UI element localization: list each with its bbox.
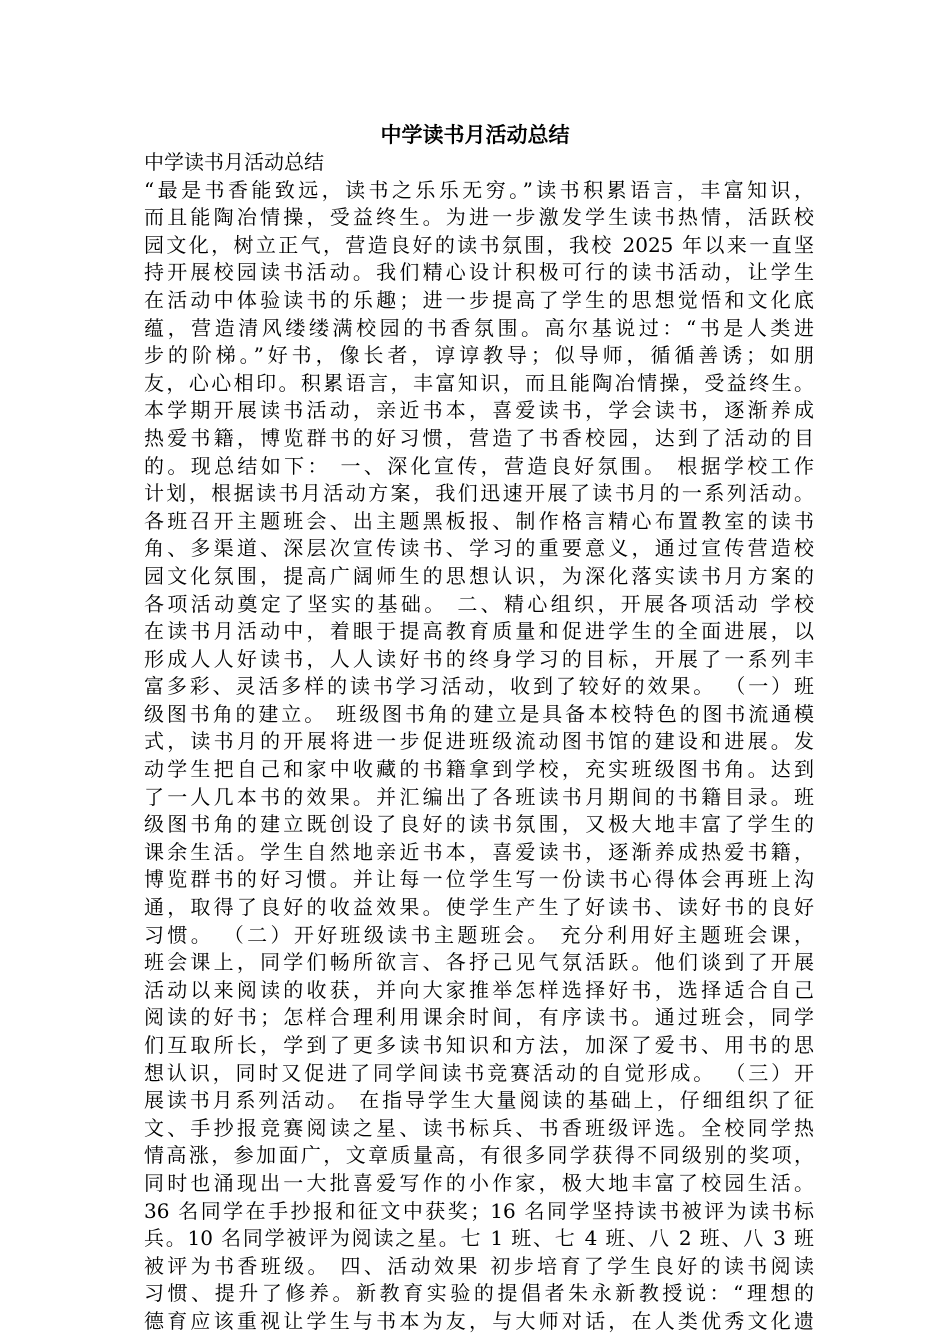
body-line: 各项活动奠定了坚实的基础。 二、精心组织，开展各项活动 学校 [144,591,814,616]
body-line: 活动以来阅读的收获，并向大家推举怎样选择好书，选择适合自己 [144,977,814,1002]
body-line: 文、手抄报竞赛阅读之星、读书标兵、书香班级评选。全校同学热 [144,1115,814,1140]
body-line: 兵。10 名同学被评为阅读之星。七 1 班、七 4 班、八 2 班、八 3 班 [144,1226,814,1251]
body-line: 被评为书香班级。 四、活动效果 初步培育了学生良好的读书阅读 [144,1253,814,1278]
body-line: 蕴，营造清风缕缕满校园的书香氛围。高尔基说过：“书是人类进 [144,315,814,340]
body-line: 角、多渠道、深层次宣传读书、学习的重要意义，通过宣传营造校 [144,536,814,561]
body-line: 们互取所长，学到了更多读书知识和方法，加深了爱书、用书的思 [144,1033,814,1057]
body-line: 园文化，树立正气，营造良好的读书氛围，我校 2025 年以来一直坚 [144,232,814,257]
body-line: 持开展校园读书活动。我们精心设计积极可行的读书活动，让学生 [144,260,814,285]
body-line: 了一人几本书的效果。并汇编出了各班读书月期间的书籍目录。班 [144,784,814,809]
document-title: 中学读书月活动总结 [380,123,570,147]
body-line: 步的阶梯。”好书，像长者，谆谆教导；似导师，循循善诱；如朋 [144,343,814,368]
body-line: 36 名同学在手抄报和征文中获奖；16 名同学坚持读书被评为读书标 [144,1198,814,1223]
body-line: 博览群书的好习惯。并让每一位学生写一份读书心得体会再班上沟 [144,867,814,892]
body-line: 的。现总结如下： 一、深化宣传，营造良好氛围。 根据学校工作 [144,453,814,478]
body-line: 想认识，同时又促进了同学间读书竞赛活动的自觉形成。 （三）开 [144,1060,814,1085]
body-line: 热爱书籍，博览群书的好习惯，营造了书香校园，达到了活动的目 [144,425,814,450]
body-line: 而且能陶冶情操，受益终生。为进一步激发学生读书热情，活跃校 [144,205,814,230]
body-line: 富多彩、灵活多样的读书学习活动，收到了较好的效果。 （一）班 [144,674,814,699]
body-line: 在活动中体验读书的乐趣；进一步提高了学生的思想觉悟和文化底 [144,287,814,312]
body-line: 阅读的好书；怎样合理利用课余时间，有序读书。通过班会，同学 [144,1005,814,1030]
body-line: 形成人人好读书，人人读好书的终身学习的目标，开展了一系列丰 [144,646,814,671]
body-line: 园文化氛围，提高广阔师生的思想认识，为深化落实读书月方案的 [144,563,814,588]
body-line: 课余生活。学生自然地亲近书本，喜爱读书，逐渐养成热爱书籍， [144,839,814,864]
body-line: 中学读书月活动总结 [144,150,324,174]
body-line: 习惯、提升了修养。新教育实验的提倡者朱永新教授说：“理想的 [144,1281,814,1306]
body-line: 在读书月活动中，着眼于提高教育质量和促进学生的全面进展，以 [144,619,814,644]
body-line: 展读书月系列活动。 在指导学生大量阅读的基础上，仔细组织了征 [144,1088,814,1113]
body-line: “最是书香能致远，读书之乐乐无穷。”读书积累语言，丰富知识， [144,177,814,202]
body-line: 友，心心相印。积累语言，丰富知识，而且能陶冶情操，受益终生。 [144,370,814,395]
body-line: 习惯。 （二）开好班级读书主题班会。 充分利用好主题班会课， [144,922,814,947]
body-line: 通，取得了良好的收益效果。使学生产生了好读书、读好书的良好 [144,895,814,920]
body-line: 同时也涌现出一大批喜爱写作的小作家，极大地丰富了校园生活。 [144,1170,814,1195]
body-line: 各班召开主题班会、出主题黑板报、制作格言精心布置教室的读书 [144,508,814,533]
body-line: 式，读书月的开展将进一步促进班级流动图书馆的建设和进展。发 [144,729,814,754]
body-line: 动学生把自己和家中收藏的书籍拿到学校，充实班级图书角。达到 [144,757,814,782]
body-line: 德育应该重视让学生与书本为友，与大师对话，在人类优秀文化遗 [144,1308,814,1333]
body-line: 情高涨，参加面广，文章质量高，有很多同学获得不同级别的奖项， [144,1143,814,1168]
body-line: 本学期开展读书活动，亲近书本，喜爱读书，学会读书，逐渐养成 [144,398,814,423]
document-body [144,149,814,1336]
body-line: 级图书角的建立既创设了良好的读书氛围，又极大地丰富了学生的 [144,812,814,837]
body-line: 级图书角的建立。 班级图书角的建立是具备本校特色的图书流通模 [144,701,814,726]
body-line: 计划，根据读书月活动方案，我们迅速开展了读书月的一系列活动。 [144,481,814,506]
body-line: 班会课上，同学们畅所欲言、各抒己见气氛活跃。他们谈到了开展 [144,950,814,975]
